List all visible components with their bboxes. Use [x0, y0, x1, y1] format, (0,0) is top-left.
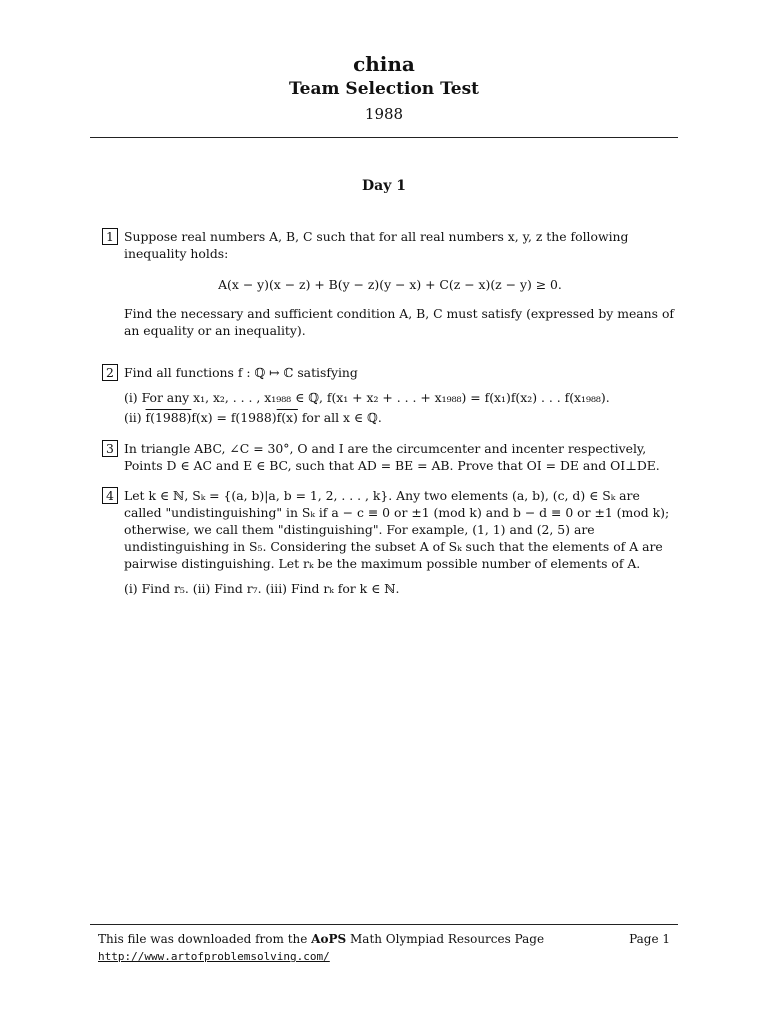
document-header	[0, 52, 768, 124]
header-divider	[90, 137, 678, 138]
problem-number: 2	[102, 364, 118, 381]
inequality-display: A(x − y)(x − z) + B(y − z)(y − x) + C(z − x)(z − y) ≥ 0.	[218, 277, 562, 292]
problem-number: 3	[102, 440, 118, 457]
problem-2	[102, 364, 678, 426]
problem-text: Let k ∈ ℕ, Sₖ = {(a, b)|a, b = 1, 2, . . . , k}. Any two elements (a, b), (c, d) ∈ Sₖ are called "undistinguishing" in Sₖ if a − c ≡ 0 or ±1 (mod k) and b − d ≡ 0 or ±1 (mod k); otherwise, we call them "distinguishing". For example, (1, 1) and (2, 5) are undistinguishing in S₅. Considering the subset A of Sₖ such that the elements of A are pairwise distinguishing. Let rₖ be the maximum possible number of elements of A.	[124, 488, 670, 571]
problem-closing: Find the necessary and sufficient condition A, B, C must satisfy (expressed by means of an equality or an inequality).	[124, 306, 674, 338]
page-footer	[98, 930, 670, 966]
year-label: 1988	[364, 105, 404, 123]
part-2-suffix: for all x ∈ ℚ.	[297, 410, 382, 425]
part-2-prefix: (ii)	[124, 410, 146, 425]
event-title: Team Selection Test	[288, 79, 480, 99]
problem-number: 1	[102, 228, 118, 245]
footer-suffix: Math Olympiad Resources Page	[346, 932, 545, 946]
conjugate-term: f(1988)	[145, 410, 192, 425]
problem-number: 4	[102, 487, 118, 504]
problem-4	[102, 487, 678, 597]
problem-1	[102, 228, 678, 339]
problem-3	[102, 440, 678, 474]
problem-part-2	[124, 409, 678, 426]
day-heading: Day 1	[362, 178, 406, 194]
footer-prefix: This file was downloaded from the	[98, 932, 312, 946]
footer-divider	[90, 924, 678, 925]
problem-question: (i) Find r₅. (ii) Find r₇. (iii) Find rₖ for k ∈ ℕ.	[124, 581, 400, 596]
problem-intro: Find all functions f : ℚ ↦ ℂ satisfying	[124, 365, 358, 380]
problem-part-1: (i) For any x₁, x₂, . . . , x₁₉₈₈ ∈ ℚ, f(x₁ + x₂ + . . . + x₁₉₈₈) = f(x₁)f(x₂) . . . f(x₁₉₈₈).	[124, 390, 610, 405]
aops-brand: AoPS	[311, 932, 347, 946]
footer-credit	[98, 930, 670, 948]
page-number: Page 1	[629, 932, 670, 946]
conjugate-term: f(x)	[276, 410, 298, 425]
aops-link[interactable]: http://www.artofproblemsolving.com/	[98, 950, 330, 963]
country-title: china	[353, 52, 415, 76]
part-2-mid: f(x) = f(1988)	[191, 410, 277, 425]
problem-text: In triangle ABC, ∠C = 30°, O and I are the circumcenter and incenter respectively, Points D ∈ AC and E ∈ BC, such that AD = BE = AB. Prove that OI = DE and OI⊥DE.	[124, 441, 660, 473]
problem-intro: Suppose real numbers A, B, C such that for all real numbers x, y, z the following inequality holds:	[124, 229, 629, 261]
